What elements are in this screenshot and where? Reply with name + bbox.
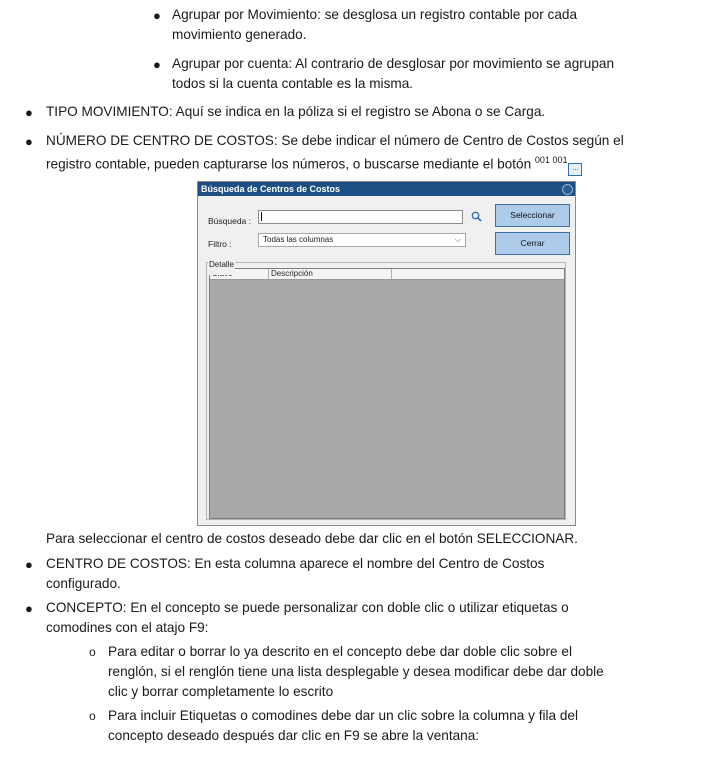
chevron-down-icon: ⌵ bbox=[454, 235, 461, 244]
results-grid[interactable] bbox=[209, 268, 565, 519]
filtro-label: Filtro : bbox=[208, 239, 232, 249]
bullet: ● bbox=[25, 557, 33, 572]
bullet-centro-costos-line2: configurado. bbox=[46, 576, 121, 591]
search-icon[interactable] bbox=[471, 211, 482, 222]
bullet: ● bbox=[25, 134, 33, 149]
filtro-value: Todas las columnas bbox=[263, 235, 334, 244]
bullet-concepto-line2: comodines con el atajo F9: bbox=[46, 620, 209, 635]
busqueda-label: Búsqueda : bbox=[208, 216, 252, 226]
bullet: ● bbox=[25, 105, 33, 120]
detalle-label: Detalle bbox=[208, 255, 235, 275]
dialog-title-bar bbox=[198, 182, 575, 196]
grid-header bbox=[210, 269, 564, 280]
centros-costos-dialog bbox=[197, 181, 576, 526]
sub-bullet-agrupar-movimiento-line2: movimiento generado. bbox=[172, 27, 307, 42]
numero-centro-text: registro contable, pueden capturarse los números, o buscarse mediante el botón bbox=[46, 156, 532, 172]
close-icon[interactable] bbox=[562, 184, 573, 195]
bullet-numero-centro-line1: NÚMERO DE CENTRO DE COSTOS: Se debe indicar el número de Centro de Costos según el bbox=[46, 133, 624, 148]
inline-code-sample: 001 001 bbox=[534, 155, 568, 165]
sub-bullet-incluir-line1: Para incluir Etiquetas o comodines debe dar un clic sobre la columna y fila del bbox=[108, 708, 578, 723]
sub-bullet-incluir-line2: concepto deseado después dar clic en F9 se abre la ventana: bbox=[108, 728, 480, 743]
bullet-tipo-movimiento: TIPO MOVIMIENTO: Aquí se indica en la póliza si el registro se Abona o se Carga. bbox=[46, 104, 546, 119]
sub-bullet-agrupar-cuenta-line2: todos si la cuenta contable es la misma. bbox=[172, 76, 414, 91]
column-header-descripcion[interactable]: Descripción bbox=[269, 269, 392, 279]
dialog-title: Búsqueda de Centros de Costos bbox=[201, 184, 341, 194]
para-seleccionar-text: Para seleccionar el centro de costos deseado debe dar clic en el botón SELECCIONAR. bbox=[46, 531, 578, 546]
bullet-centro-costos-line1: CENTRO DE COSTOS: En esta columna aparece el nombre del Centro de Costos bbox=[46, 556, 545, 571]
bullet-numero-centro-line2 bbox=[46, 151, 582, 176]
browse-button-icon: ... bbox=[568, 163, 582, 176]
sub-bullet-editar-line3: clic y borrar completamente lo escrito bbox=[108, 684, 334, 699]
sub-bullet-agrupar-cuenta-line1: Agrupar por cuenta: Al contrario de desglosar por movimiento se agrupan bbox=[172, 56, 615, 71]
busqueda-input[interactable] bbox=[258, 210, 463, 224]
detalle-group bbox=[206, 262, 566, 520]
sub-bullet-agrupar-movimiento-line1: Agrupar por Movimiento: se desglosa un registro contable por cada bbox=[172, 7, 578, 22]
filtro-select[interactable] bbox=[258, 233, 466, 247]
sub-bullet-editar-line1: Para editar o borrar lo ya descrito en el concepto debe dar doble clic sobre el bbox=[108, 644, 572, 659]
hollow-bullet: o bbox=[89, 645, 96, 659]
hollow-bullet: o bbox=[89, 709, 96, 723]
bullet: ● bbox=[153, 57, 161, 72]
cerrar-button[interactable]: Cerrar bbox=[495, 232, 570, 255]
sub-bullet-editar-line2: renglón, si el renglón tiene una lista desplegable y desea modificar debe dar doble bbox=[108, 664, 604, 679]
text-caret bbox=[261, 212, 262, 221]
seleccionar-button[interactable]: Seleccionar bbox=[495, 204, 570, 227]
bullet: ● bbox=[153, 8, 161, 23]
bullet-concepto-line1: CONCEPTO: En el concepto se puede personalizar con doble clic o utilizar etiquetas o bbox=[46, 600, 569, 615]
bullet: ● bbox=[25, 601, 33, 616]
